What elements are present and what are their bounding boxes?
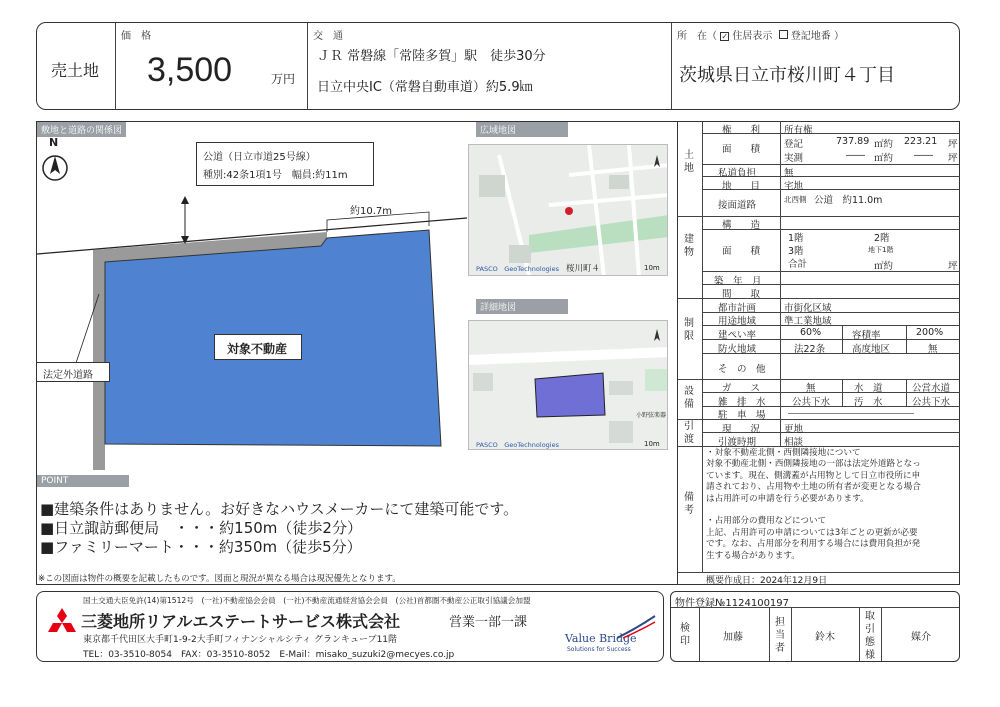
license-info: 国土交通大臣免許(14)第1512号 (一社)不動産協会会員 (一社)不動産流通経営協会会員 (公社)首都圏不動産公正取引協議会加盟 [83, 596, 531, 605]
brand-name: Value Bridge [565, 632, 637, 645]
built-label: 築 年 月 [714, 276, 762, 287]
zoning-value: 準工業地域 [784, 316, 832, 327]
structure-label: 構 造 [722, 220, 761, 231]
delivery-section-label: 引渡 [684, 421, 694, 445]
site-map-tab: 敷地と道路の関係図 [37, 122, 126, 137]
detail-map-label: 小野弦楽器 [636, 412, 667, 419]
actual-tsubo: ―― [914, 150, 933, 161]
checkbox-icon [779, 30, 788, 39]
deal-value: 媒介 [911, 632, 931, 643]
property-number: 物件登録№1124100197 [675, 598, 790, 609]
stamp-label: 検印 [680, 623, 690, 647]
tsubo-unit: 坪 [948, 139, 958, 150]
actual-label: 実測 [784, 153, 804, 164]
address-value: 茨城県日立市桜川町４丁目 [679, 65, 895, 86]
road-title: 公道（日立市道25号線） [203, 152, 316, 163]
access-line-2: 日立中央IC（常磐自動車道）約5.9㎞ [317, 80, 533, 95]
city-plan-value: 市街化区域 [784, 303, 832, 314]
email-link[interactable]: misako_suzuki2@mecyes.co.jp [315, 650, 455, 660]
company-dept: 営業一部一課 [449, 615, 528, 630]
reg-sqm: 737.89 [836, 136, 870, 147]
height-value: 無 [928, 344, 938, 355]
far-label: 容積率 [852, 330, 881, 341]
land-type-label: 地 目 [722, 181, 761, 192]
brand-swoosh-icon [617, 614, 657, 640]
bldg-tsubo-unit: 坪 [948, 261, 958, 272]
point-tab: POINT [37, 475, 129, 487]
drain-value: 公共下水 [792, 397, 831, 408]
floor-2: 2階 [874, 233, 890, 244]
road-dir: 北西側 [784, 195, 807, 204]
land-section-label: 土地 [684, 150, 694, 174]
restriction-section-label: 制限 [684, 318, 694, 342]
location-marker-icon [565, 207, 573, 215]
gas-label: ガ ス [722, 383, 761, 394]
area-map-label: 桜川町４ [566, 264, 601, 274]
fire-value: 法22条 [794, 344, 826, 355]
road-label: 接面道路 [718, 200, 757, 211]
reg-tsubo: 223.21 [904, 136, 938, 147]
brand-sub: Solutions for Success [567, 646, 631, 653]
parking-label: 駐 車 場 [718, 410, 766, 421]
time-label: 引渡時期 [718, 437, 757, 448]
mitsubishi-logo-icon [47, 608, 77, 634]
point-item: ■建築条件はありません。お好きなハウスメーカーにて建築可能です。 [40, 500, 519, 518]
private-road-label: 私道負担 [718, 168, 757, 179]
actual-unit: ㎡約 [874, 153, 894, 164]
actual-tsubo-unit: 坪 [948, 153, 958, 164]
drain-label: 雑 排 水 [718, 397, 766, 408]
city-plan-label: 都市計画 [718, 303, 757, 314]
zoning-label: 用途地域 [718, 316, 757, 327]
rights-value: 所有権 [784, 125, 813, 136]
area-label: 面 積 [722, 144, 761, 155]
floor-total: 合計 [788, 259, 808, 270]
time-value: 相談 [784, 437, 804, 448]
bldg-sqm-unit: ㎡約 [874, 261, 894, 272]
private-road-value: 無 [784, 168, 794, 179]
detail-subject-shape [535, 373, 605, 417]
checked-checkbox-icon: ✓ [721, 32, 729, 41]
company-address: 東京都千代田区大手町1-9-2大手町フィナンシャルシティ グランキューブ11階 [83, 635, 398, 645]
road-detail: 種別:42条1項1号 幅員:約11m [203, 170, 348, 181]
actual-sqm: ―― [846, 150, 865, 161]
sewage-label: 汚 水 [854, 397, 883, 408]
deal-label: 取引態様 [865, 611, 875, 661]
disclaimer-note: ※この図面は物件の概要を記載したものです。図面と現況が異なる場合は現況優先となります。 [38, 574, 401, 584]
detail-map-scale: 10m [644, 440, 660, 448]
stamp-value: 加藤 [723, 632, 743, 643]
reg-unit: ㎡約 [874, 139, 894, 150]
road-info-box [196, 142, 374, 186]
remarks-section-label: 備考 [684, 492, 694, 516]
rights-label: 権 利 [722, 125, 761, 136]
fire-label: 防火地域 [718, 344, 757, 355]
created-date: 概要作成日：2024年12月9日 [706, 576, 828, 586]
bldg-area-label: 面 積 [722, 246, 761, 257]
building-section-label: 建物 [684, 234, 694, 258]
land-type-value: 宅地 [784, 181, 804, 192]
water-value: 公営水道 [912, 383, 951, 394]
bcr-value: 60% [800, 327, 822, 338]
price-value: 3,500 [147, 51, 233, 89]
company-name: 三菱地所リアルエステートサービス株式会社 [81, 612, 401, 631]
far-value: 200% [916, 327, 944, 338]
other-label: そ の 他 [718, 364, 766, 375]
basement-1: 地下1階 [868, 246, 894, 254]
frontage-dimension: 約10.7m [350, 206, 393, 217]
stamp-box [670, 591, 960, 662]
road-value: 公道 約11.0m [814, 195, 883, 206]
detail-map-credit: PASCO GeoTechnologies [476, 441, 560, 449]
north-label: N [49, 136, 59, 149]
area-map-scale: 10m [644, 264, 660, 272]
water-label: 水 道 [854, 383, 883, 394]
details-table [677, 121, 960, 585]
point-item: ■日立諏訪郵便局 ・・・約150m（徒歩2分） [40, 519, 362, 537]
layout-label: 間 取 [722, 289, 761, 300]
point-item: ■ファミリーマート・・・約350m（徒歩5分） [40, 538, 362, 556]
remarks-text: ・対象不動産北側・西側隣接地について 対象不動産北側・西側隣接地の一部は法定外道路となっ ています。現在、側溝蓋が占用物として日立市役所に申 請されており、占用物や土地の所有者が変更となる場合 は占用許可の申請を行う必要があります。 ・占用部分の費用などについて 上記、占用許可の申請については3年ごとの更新が必要 です。なお、占用部分を利用する場合には費用負担が発 生する場合があります。 [706, 448, 921, 561]
height-label: 高度地区 [852, 344, 891, 355]
access-label: 交 通 [313, 31, 343, 42]
floor-1: 1階 [788, 233, 804, 244]
bcr-label: 建ぺい率 [718, 330, 757, 341]
company-contact: TEL：03-3510-8054 FAX：03-3510-8052 E-Mail：misako_suzuki2@mecyes.co.jp [83, 650, 455, 660]
gas-value: 無 [806, 383, 816, 394]
header-box [36, 22, 960, 110]
detail-map [468, 320, 668, 450]
reg-label: 登記 [784, 139, 804, 150]
price-label: 価 格 [121, 31, 151, 42]
detail-map-tab: 詳細地図 [476, 299, 568, 314]
staff-value: 鈴木 [815, 632, 835, 643]
access-line-1: ＪＲ 常磐線「常陸多賀」駅 徒歩30分 [317, 49, 546, 64]
subject-label-box: 対象不動産 [214, 334, 302, 360]
address-label: 所 在（ ✓ 住居表示 登記地番 ） [677, 31, 844, 42]
area-map [468, 144, 668, 276]
status-value: 更地 [784, 424, 804, 435]
staff-label: 担当者 [775, 617, 785, 654]
facilities-section-label: 設備 [684, 386, 694, 410]
side-road-label-box: 法定外道路 [36, 362, 110, 382]
status-label: 現 況 [722, 424, 761, 435]
sewage-value: 公共下水 [912, 397, 951, 408]
floor-3: 3階 [788, 246, 804, 257]
category-label: 売土地 [51, 61, 100, 80]
north-arrow-icon [43, 156, 67, 180]
price-unit: 万円 [271, 72, 296, 86]
area-map-credit: PASCO GeoTechnologies [476, 265, 560, 273]
company-box [36, 591, 664, 662]
area-map-tab: 広域地図 [476, 122, 568, 137]
